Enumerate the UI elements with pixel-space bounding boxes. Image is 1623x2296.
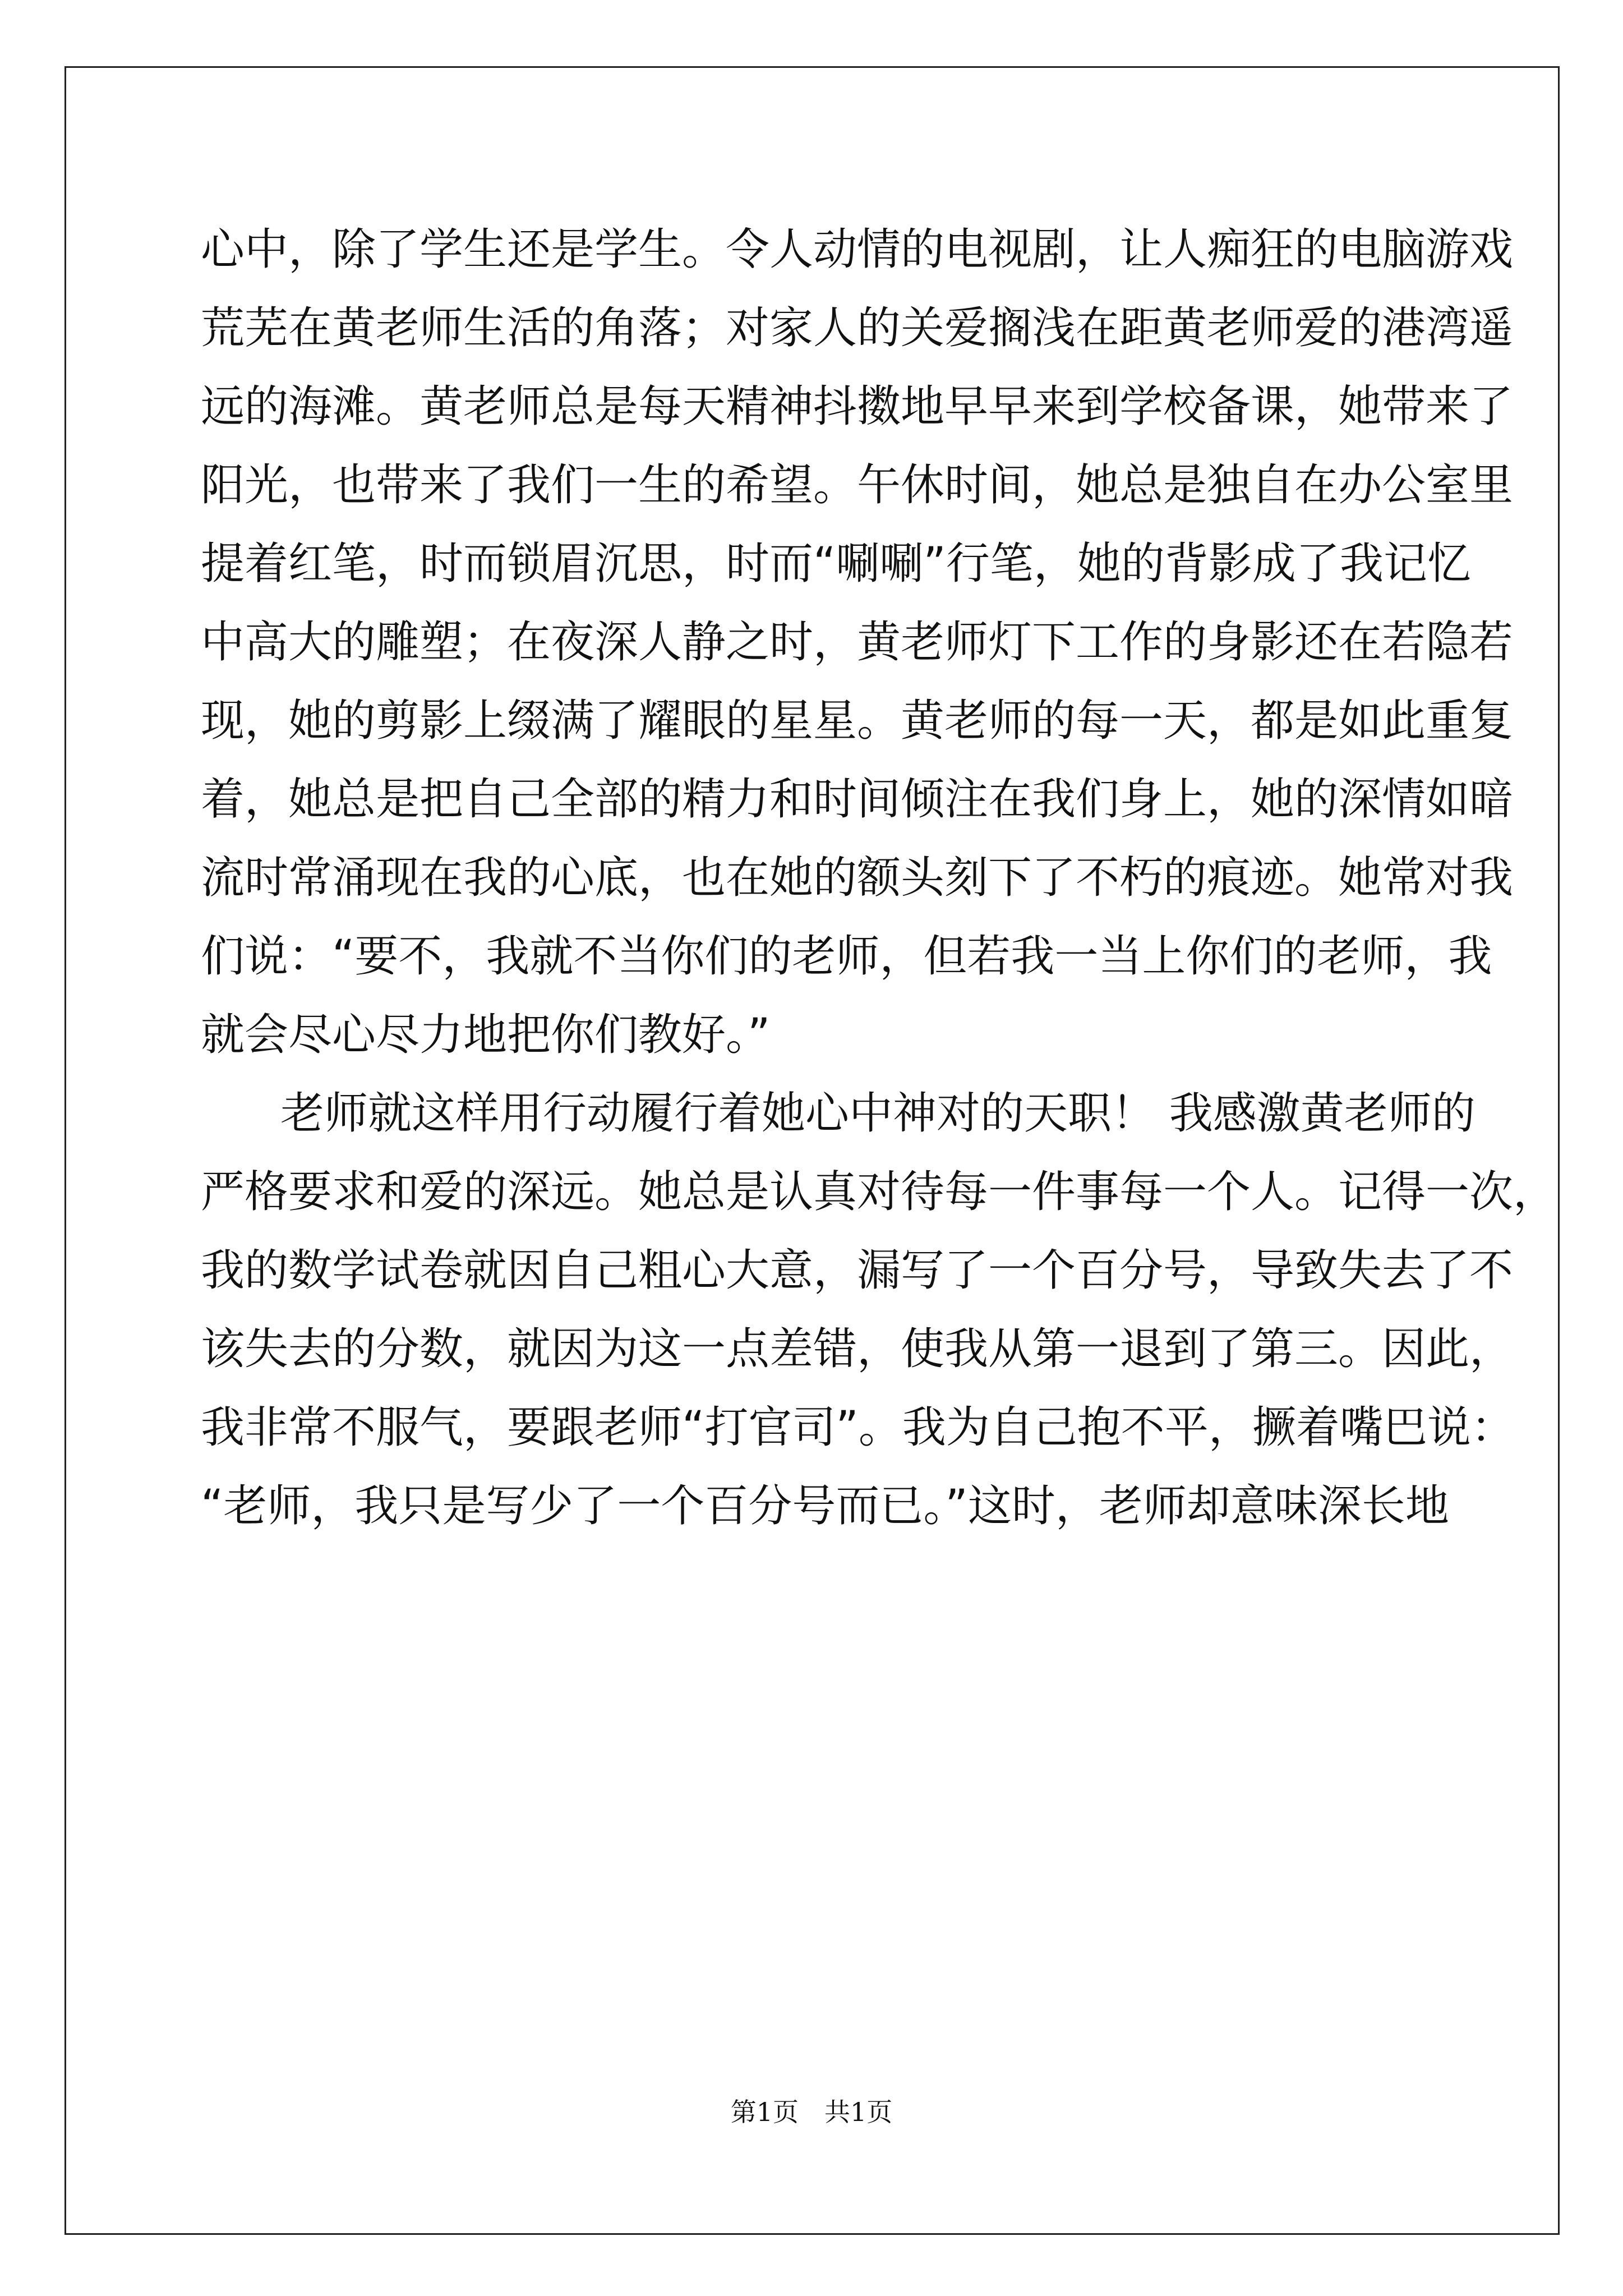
text-line: 着，她总是把自己全部的精力和时间倾注在我们身上，她的深情如暗 — [201, 774, 1514, 825]
text-line: 远的海滩。黄老师总是每天精神抖擞地早早来到学校备课，她带来了 — [201, 381, 1514, 432]
text-line: 严格要求和爱的深远。她总是认真对待每一件事每一个人。记得一次， — [201, 1167, 1557, 1217]
page-footer — [0, 2095, 1623, 2129]
page-number: 第1页 — [730, 2097, 799, 2127]
text-line: 我非常不服气，要跟老师“打官司”。我为自己抱不平，撅着嘴巴说： — [201, 1402, 1515, 1453]
text-line: 该失去的分数，就因为这一点差错，使我从第一退到了第三。因此， — [201, 1324, 1514, 1374]
paragraph-first-line: 老师就这样用行动履行着她心中神对的天职！ 我感激黄老师的 — [280, 1088, 1476, 1139]
text-line: 流时常涌现在我的心底，也在她的额头刻下了不朽的痕迹。她常对我 — [201, 853, 1514, 903]
text-line: 荒芜在黄老师生活的角落；对家人的关爱搁浅在距黄老师爱的港湾遥 — [201, 303, 1514, 353]
text-line: 阳光，也带来了我们一生的希望。午休时间，她总是独自在办公室里 — [201, 460, 1514, 510]
text-line: 我的数学试卷就因自己粗心大意，漏写了一个百分号，导致失去了不 — [201, 1245, 1514, 1296]
text-line: “老师，我只是写少了一个百分号而已。”这时，老师却意味深长地 — [201, 1481, 1449, 1531]
text-line: 就会尽心尽力地把你们教好。” — [201, 1010, 771, 1060]
text-line: 提着红笔，时而锁眉沉思，时而“唰唰”行笔，她的背影成了我记忆 — [201, 539, 1471, 589]
page-total: 共1页 — [824, 2097, 893, 2127]
text-line: 现，她的剪影上缀满了耀眼的星星。黄老师的每一天，都是如此重复 — [201, 696, 1514, 746]
text-line: 心中，除了学生还是学生。令人动情的电视剧，让人痴狂的电脑游戏 — [201, 224, 1514, 275]
text-line: 们说：“要不，我就不当你们的老师，但若我一当上你们的老师，我 — [201, 931, 1492, 982]
text-line: 中高大的雕塑；在夜深人静之时，黄老师灯下工作的身影还在若隐若 — [201, 617, 1514, 668]
